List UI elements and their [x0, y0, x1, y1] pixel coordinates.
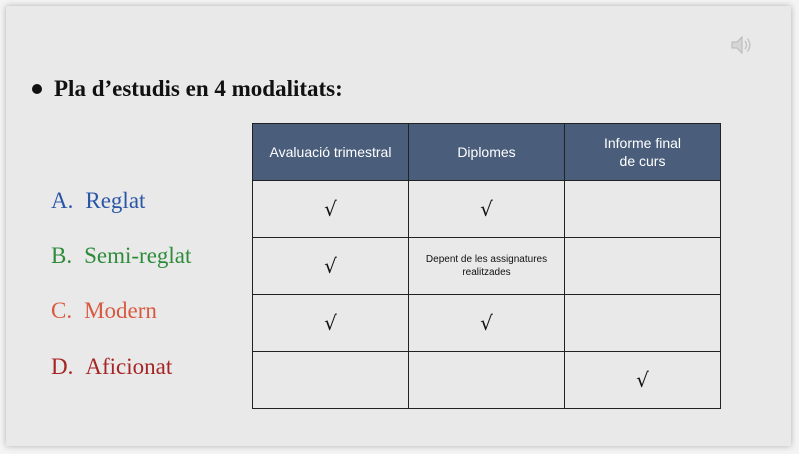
slide [6, 6, 791, 446]
check-mark: √ [480, 311, 493, 335]
table-row [253, 295, 721, 352]
header-diplomes: Diplomes [409, 124, 565, 181]
table-row [253, 352, 721, 409]
table-header-row [253, 124, 721, 181]
option-label: Reglat [85, 188, 146, 213]
table-cell [565, 295, 721, 352]
table-cell [253, 238, 409, 295]
option-label: Semi-reglat [84, 243, 192, 268]
check-mark: √ [324, 197, 337, 221]
table-cell [409, 295, 565, 352]
header-avaluacio: Avaluació trimestral [253, 124, 409, 181]
check-mark: √ [324, 254, 337, 278]
table-row [253, 238, 721, 295]
check-mark: √ [636, 368, 649, 392]
check-mark: √ [480, 197, 493, 221]
speaker-icon[interactable] [729, 34, 753, 56]
option-letter: A. [51, 188, 74, 213]
option-b [51, 243, 191, 269]
option-letter: B. [51, 243, 73, 268]
slide-title [32, 76, 343, 102]
option-a [51, 188, 145, 214]
table-cell [253, 352, 409, 409]
table-cell [565, 181, 721, 238]
modalities-table [252, 123, 721, 409]
table-row [253, 181, 721, 238]
option-letter: D. [51, 354, 74, 379]
table-cell [565, 238, 721, 295]
table-cell [565, 352, 721, 409]
slide-title-text: Pla d’estudis en 4 modalitats: [54, 76, 343, 101]
table-cell [253, 295, 409, 352]
table-cell [409, 238, 565, 295]
check-mark: √ [324, 311, 337, 335]
option-d [51, 354, 172, 380]
cell-note: Depent de les assignatures realitzades [425, 254, 548, 278]
table-cell [409, 352, 565, 409]
bullet-icon [32, 84, 42, 94]
option-label: Modern [84, 298, 157, 323]
option-label: Aficionat [85, 354, 173, 379]
table-cell [409, 181, 565, 238]
option-letter: C. [51, 298, 73, 323]
header-informe: Informe final de curs [565, 124, 721, 181]
table-cell [253, 181, 409, 238]
option-c [51, 298, 157, 324]
